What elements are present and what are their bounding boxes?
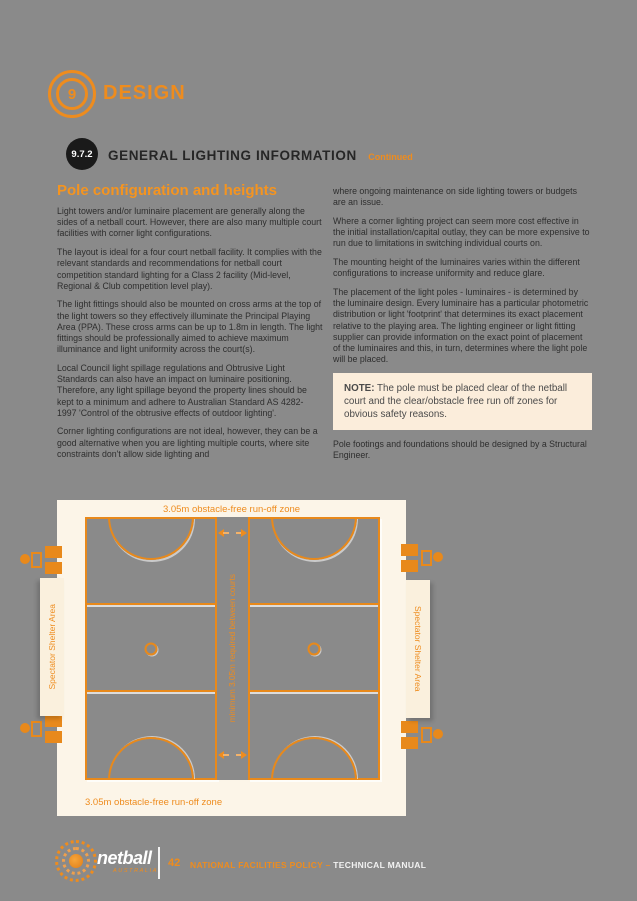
body-paragraph: Light towers and/or luminaire placement are generally along the sides of a netball court. However, there are also many multiple court facilities with corner light configurations. [57,206,322,239]
footer-divider [158,847,160,879]
netball-court-right [248,517,380,780]
light-pole-icon [16,714,62,744]
subsection-header [108,147,413,165]
body-paragraph: Local Council light spillage regulations and Obtrusive Light Standards can also have an impact on luminaire positioning. Therefore, any light spillage beyond the property lines should be kept to a minimum and adhere to Australian Standard AS 4282-1997 'Control of the obtrusive effects of outdoor lighting'. [57,362,307,418]
transverse-line [87,690,215,692]
body-paragraph: Pole footings and foundations should be designed by a Structural Engineer. [333,438,587,461]
goal-circle [108,737,194,780]
between-courts-label: minimum 3.05m required between courts [228,574,237,723]
center-circle [145,642,158,655]
body-paragraph: The light fittings should also be mounted on cross arms at the top of the light towers so they effectively illuminate the Principal Playing Area (PPA). These cross arms can be up to 1.8m in length. The light fittings should be professionally aimed to achieve maximum illuminance and light uniformity across the court(s). [57,299,323,355]
transverse-line [87,603,215,605]
text-column-left [57,182,323,468]
transverse-line [250,690,378,692]
goal-circle [271,737,357,780]
document-title-primary: NATIONAL FACILITIES POLICY – [190,860,334,870]
subsection-title: GENERAL LIGHTING INFORMATION [108,148,357,163]
netball-australia-logo-icon [55,840,97,882]
body-paragraph: The placement of the light poles - luminaires - is determined by the luminaire design. Every luminaire has a particular photometric distribution or light 'footprint' that determines its exact placement relative to the playing area. The lighting engineer or light fitting supplier can provide information on the exact point of placement of the luminaires and this, in turn, determines where the light pole will be placed. [333,286,589,365]
runoff-zone-label-bottom: 3.05m obstacle-free run-off zone [85,797,223,808]
court-layout-diagram [57,500,406,816]
section-number-icon [48,70,96,118]
section-number: 9 [67,85,77,103]
goal-circle [108,517,194,560]
body-paragraph: The layout is ideal for a four court netball facility. It complies with the relevant standards and recommendations for netball court competition standard lighting for a Class 2 facility (Mid-level, Regional & Club competition level play). [57,247,322,291]
light-pole-icon [401,720,447,750]
body-paragraph: The mounting height of the luminaires varies within the different configurations to increase uniformity and reduce glare. [333,257,580,279]
between-courts-zone [217,517,248,780]
text-column-right [333,186,592,469]
dimension-arrow-icon [218,528,247,538]
note-label: NOTE: [344,382,375,394]
body-paragraph: where ongoing maintenance on side lighting towers or budgets are an issue. [333,186,578,208]
body-paragraph: Where a corner lighting project can seem more cost effective in the initial installation/capital outlay, they can be more expensive to run due to limitations in switching individual courts on. [333,215,590,249]
subsection-continued-tag: Continued [368,152,413,162]
spectator-shelter-label: Spectator Shelter Area [413,606,423,692]
logo-country: AUSTRALIA [113,868,158,874]
netball-court-left [85,517,217,780]
body-paragraph: Corner lighting configurations are not ideal, however, they can be a good alternative when you are lighting multiple courts, where site constraints don't allow side lighting and [57,426,318,459]
spectator-shelter-right [406,580,430,718]
note-text: The pole must be placed clear of the netball court and the clear/obstacle free run off zones for obvious safety reasons. [344,382,568,420]
logo-wordmark: netball [97,848,152,868]
runoff-zone-label-top: 3.05m obstacle-free run-off zone [162,504,301,515]
goal-circle [271,517,357,560]
section-title: DESIGN [103,82,186,104]
note-callout [333,373,592,430]
light-pole-icon [401,543,447,573]
page-number: 42 [168,857,181,869]
document-title [190,860,426,870]
transverse-line [250,603,378,605]
center-circle [308,642,321,655]
document-title-secondary: TECHNICAL MANUAL [333,860,427,870]
spectator-shelter-left [40,578,64,716]
section-number-inner-ring [56,78,88,110]
dimension-arrow-icon [218,750,247,760]
subsection-number-badge: 9.7.2 [66,138,98,170]
light-pole-icon [16,545,62,575]
spectator-shelter-label: Spectator Shelter Area [47,604,57,690]
article-heading: Pole configuration and heights [57,182,278,199]
